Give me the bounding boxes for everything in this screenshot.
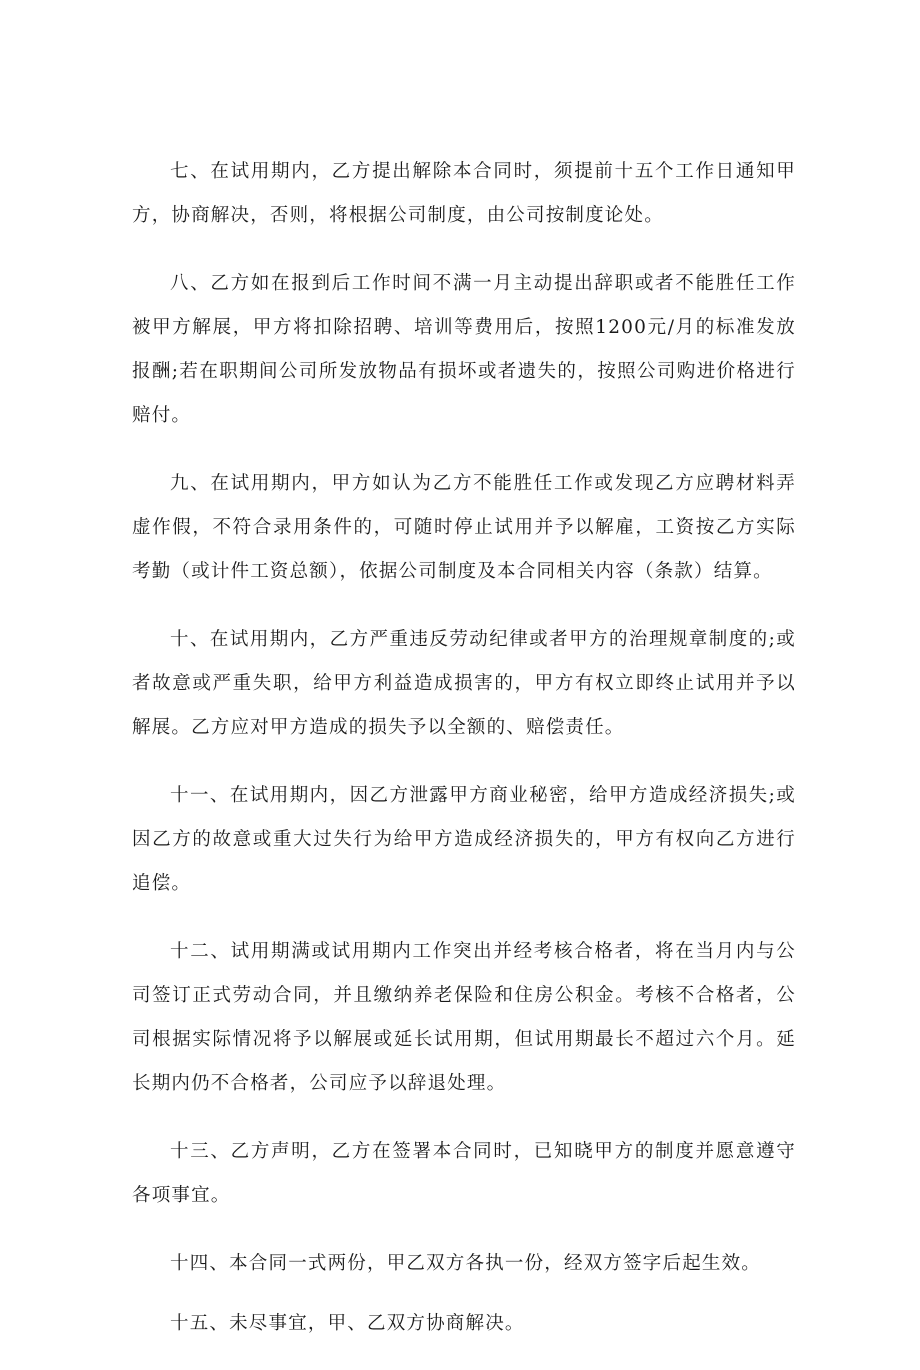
clause-12: 十二、试用期满或试用期内工作突出并经考核合格者，将在当月内与公司签订正式劳动合同，并且缴纳养老保险和住房公积金。考核不合格者，公司根据实际情况将予以解展或延长试用期，但试用期最长不超过六个月。延长期内仍不合格者，公司应予以辞退处理。 bbox=[132, 941, 796, 1094]
clause-11: 十一、在试用期内，因乙方泄露甲方商业秘密，给甲方造成经济损失;或因乙方的故意或重大过失行为给甲方造成经济损失的，甲方有权向乙方进行追偿。 bbox=[132, 785, 796, 894]
contract-body bbox=[132, 150, 796, 1370]
clause-10: 十、在试用期内，乙方严重违反劳动纪律或者甲方的治理规章制度的;或者故意或严重失职，给甲方利益造成损害的，甲方有权立即终止试用并予以解展。乙方应对甲方造成的损失予以全额的、赔偿责任。 bbox=[132, 629, 796, 738]
clause-9: 九、在试用期内，甲方如认为乙方不能胜任工作或发现乙方应聘材料弄虚作假，不符合录用条件的，可随时停止试用并予以解雇，工资按乙方实际考勤（或计件工资总额），依据公司制度及本合同相关内容（条款）结算。 bbox=[132, 473, 796, 582]
clause-14: 十四、本合同一式两份，甲乙双方各执一份，经双方签字后起生效。 bbox=[170, 1253, 762, 1274]
clause-7: 七、在试用期内，乙方提出解除本合同时，须提前十五个工作日通知甲方，协商解决，否则，将根据公司制度，由公司按制度论处。 bbox=[132, 161, 796, 226]
clause-13: 十三、乙方声明，乙方在签署本合同时，已知晓甲方的制度并愿意遵守各项事宜。 bbox=[132, 1141, 796, 1206]
clause-15: 十五、未尽事宜，甲、乙双方协商解决。 bbox=[170, 1313, 525, 1334]
clause-8: 八、乙方如在报到后工作时间不满一月主动提出辞职或者不能胜任工作被甲方解展，甲方将扣除招聘、培训等费用后，按照1200元/月的标准发放报酬;若在职期间公司所发放物品有损坏或者遗失的，按照公司购进价格进行赔付。 bbox=[132, 273, 796, 426]
